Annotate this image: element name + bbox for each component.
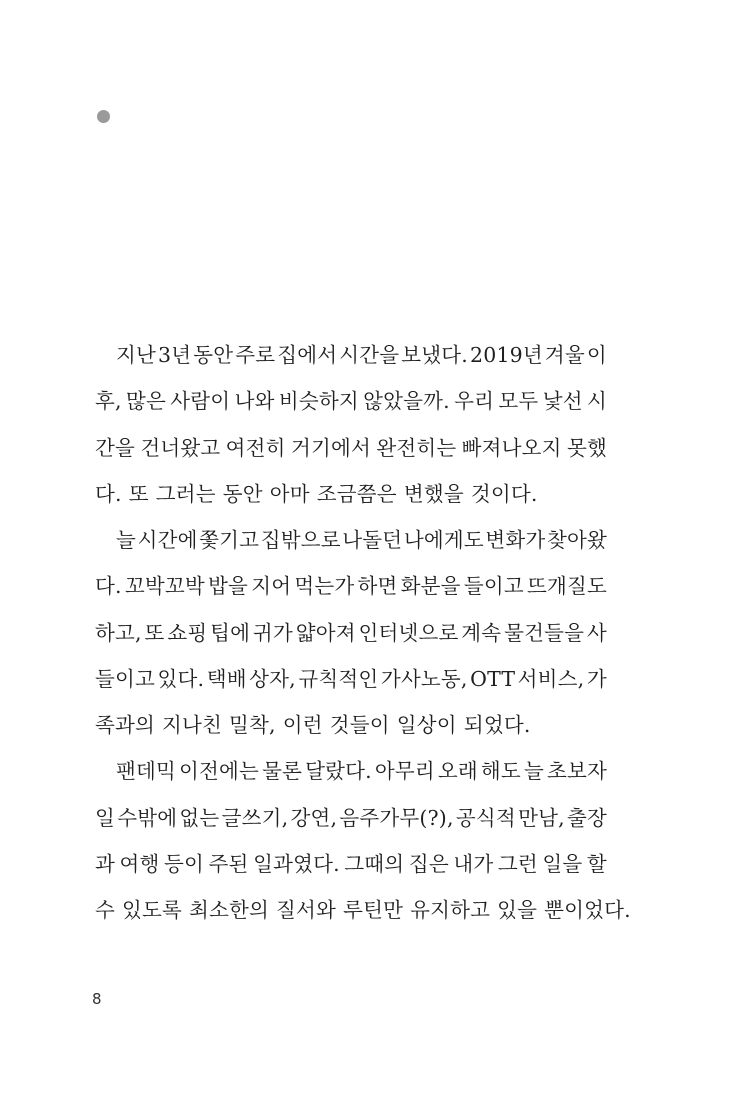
word: 달랐다. — [305, 759, 372, 784]
word: 들이고 — [95, 666, 156, 691]
text-line — [116, 751, 607, 791]
word: 가사노동, — [380, 666, 468, 691]
word: 일과였다. — [253, 851, 340, 876]
word: 최소한의 — [189, 898, 270, 922]
word: 많은 — [126, 389, 167, 414]
word: 출장 — [566, 805, 607, 830]
word: 2019년 — [469, 343, 543, 367]
word: 빠져나오지 — [461, 435, 562, 460]
word: 있도록 — [122, 898, 183, 922]
word: 택배 — [206, 666, 247, 691]
word: 지난 — [116, 343, 157, 367]
text-line — [95, 381, 607, 421]
word: 아무리 — [374, 759, 435, 784]
word: 변했을 — [403, 481, 464, 506]
word: 만남, — [518, 805, 565, 830]
word: 그런 — [497, 851, 538, 876]
word: 쇼핑 — [167, 620, 208, 645]
word: 없는 — [179, 805, 220, 830]
word: 간을 — [95, 435, 136, 460]
word: 사람이 — [170, 389, 231, 414]
word: 집은 — [408, 851, 449, 876]
word: 비슷하지 — [278, 389, 359, 414]
word: 시 — [586, 389, 607, 414]
word: 건너왔고 — [140, 435, 221, 460]
word: 가 — [586, 666, 607, 691]
word: 지어 — [251, 574, 292, 599]
word: 또 — [128, 481, 149, 506]
word: 글쓰기, — [221, 805, 289, 830]
word: 주로 — [235, 343, 276, 367]
word: 이런 — [282, 713, 323, 737]
word: 나에게도 — [403, 528, 484, 552]
word: 나돌던 — [342, 528, 403, 552]
word: 계속 — [461, 620, 502, 645]
word: 다. — [95, 481, 122, 506]
word: 나와 — [234, 389, 275, 414]
word: 찾아왔 — [546, 528, 607, 552]
word: 일 — [95, 805, 116, 830]
word: 집에서 — [277, 343, 338, 367]
word: 쫓기고 — [199, 528, 260, 552]
text-line — [95, 428, 607, 468]
word: 얇아져 — [295, 620, 356, 645]
word: 보냈다. — [401, 343, 468, 367]
word: 이 — [586, 343, 607, 367]
text-line — [95, 798, 607, 838]
text-line — [116, 335, 607, 375]
text-line — [95, 890, 631, 930]
word: 팬데믹 — [116, 759, 177, 784]
word: 수밖에 — [117, 805, 178, 830]
text-line — [95, 844, 607, 884]
word: 또 — [144, 620, 165, 645]
word: 질서와 — [276, 898, 337, 922]
word: 것들이 — [329, 713, 390, 737]
word: 사 — [586, 620, 607, 645]
word: 밀착, — [229, 713, 276, 737]
word: 화분을 — [400, 574, 461, 599]
text-line — [95, 566, 607, 606]
word: 낯선 — [542, 389, 583, 414]
word: 팁에 — [210, 620, 251, 645]
word: 겨울 — [544, 343, 585, 367]
word: 서비스, — [517, 666, 585, 691]
word: 있다. — [157, 666, 205, 691]
word: 과 — [95, 851, 116, 876]
text-line — [95, 659, 607, 699]
word: 일을 — [542, 851, 583, 876]
word: 루틴만 — [343, 898, 404, 922]
word: 강연, — [290, 805, 338, 830]
word: 그러는 — [155, 481, 216, 506]
word: 유지하고 — [410, 898, 491, 922]
text-line — [116, 520, 607, 560]
word: 다. — [95, 574, 122, 599]
word: 들이고 — [463, 574, 524, 599]
word: 되었다. — [463, 713, 531, 737]
word: 내가 — [453, 851, 494, 876]
word: 꼬박꼬박 — [124, 574, 205, 599]
word: 물론 — [262, 759, 303, 784]
word: 시간에 — [137, 528, 198, 552]
word: 주된 — [208, 851, 249, 876]
word: 수 — [95, 898, 116, 922]
word: 모두 — [498, 389, 539, 414]
word: 족과의 — [95, 713, 156, 737]
word: 우리 — [454, 389, 495, 414]
word: 그때의 — [344, 851, 405, 876]
word: 아마 — [269, 481, 310, 506]
word: 규칙적인 — [298, 666, 379, 691]
word: 공식적 — [455, 805, 516, 830]
word: 뿐이었다. — [544, 898, 631, 922]
word: 여행 — [119, 851, 160, 876]
word: 하면 — [357, 574, 398, 599]
word: 음주가무(?), — [339, 805, 454, 830]
word: 해도 — [480, 759, 521, 784]
word: 초보자 — [546, 759, 607, 784]
word: 할 — [586, 851, 607, 876]
word: 것이다. — [470, 481, 538, 506]
word: 조금쯤은 — [316, 481, 397, 506]
word: 있을 — [497, 898, 538, 922]
text-line — [95, 705, 607, 745]
word: 일상이 — [396, 713, 457, 737]
word: 늘 — [523, 759, 544, 784]
word: 물건들을 — [504, 620, 585, 645]
word: OTT — [470, 666, 516, 691]
word: 않았을까. — [363, 389, 450, 414]
word: 변화가 — [485, 528, 546, 552]
word: 지나친 — [162, 713, 223, 737]
page-number: 8 — [92, 990, 102, 1008]
word: 뜨개질도 — [526, 574, 607, 599]
word: 하고, — [95, 620, 142, 645]
word: 완전히는 — [376, 435, 457, 460]
word: 못했 — [566, 435, 607, 460]
word: 여전히 — [225, 435, 286, 460]
word: 상자, — [249, 666, 296, 691]
word: 늘 — [116, 528, 137, 552]
word: 후, — [95, 389, 122, 414]
word: 밥을 — [208, 574, 249, 599]
text-line — [95, 474, 607, 514]
word: 인터넷으로 — [358, 620, 459, 645]
text-line — [95, 613, 607, 653]
word: 동안 — [193, 343, 234, 367]
word: 동안 — [222, 481, 263, 506]
word: 시간을 — [339, 343, 400, 367]
word: 먹는가 — [294, 574, 355, 599]
word: 오래 — [437, 759, 478, 784]
word: 집밖으로 — [260, 528, 341, 552]
word: 3년 — [158, 343, 192, 367]
word: 귀가 — [252, 620, 293, 645]
bullet-dot-icon — [97, 110, 110, 123]
word: 거기에서 — [290, 435, 371, 460]
word: 이전에는 — [179, 759, 260, 784]
word: 등이 — [164, 851, 205, 876]
